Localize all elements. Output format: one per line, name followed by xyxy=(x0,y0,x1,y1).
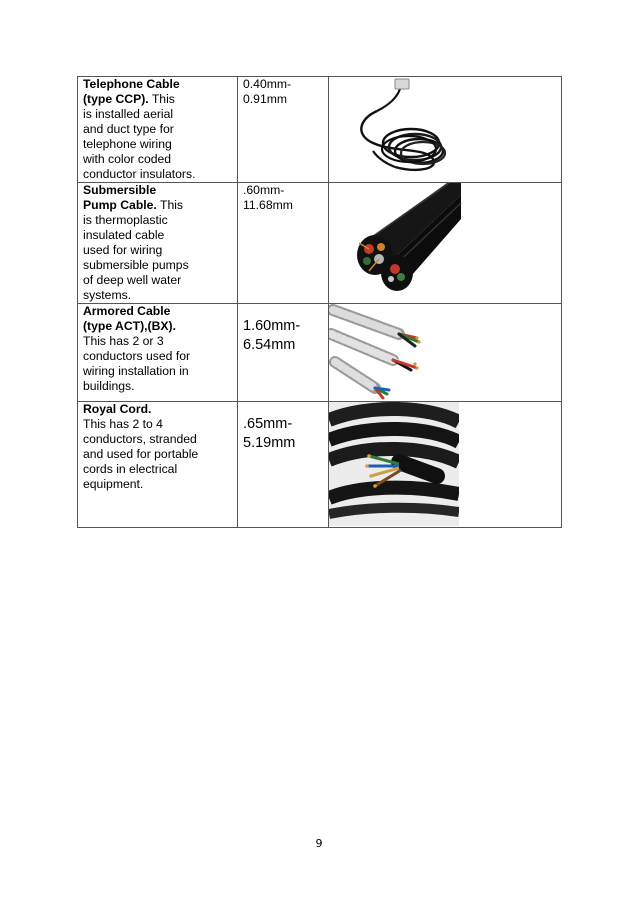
cable-description: This is installed aerial and duct type for telephone wiring with color coded conductor insulators. xyxy=(83,92,196,181)
table-row xyxy=(78,402,562,528)
table-row xyxy=(78,77,562,183)
cable-size: .65mm- 5.19mm xyxy=(243,416,296,451)
cable-description: This has 2 or 3 conductors used for wiring installation in buildings. xyxy=(83,334,191,393)
cable-description-cell xyxy=(78,402,238,528)
page-number: 9 xyxy=(315,837,323,850)
submersible-pump-cable-photo xyxy=(329,183,469,301)
cable-description-cell xyxy=(78,77,238,183)
cable-size: 0.40mm- 0.91mm xyxy=(243,77,292,106)
cable-name: Royal Cord. xyxy=(83,402,152,416)
armored-cable-photo xyxy=(329,304,425,400)
table-row xyxy=(78,183,562,304)
cable-image-cell xyxy=(329,77,562,183)
royal-cord-photo xyxy=(329,402,459,526)
cable-image-cell xyxy=(329,183,562,304)
cable-name: Submersible Pump Cable. xyxy=(83,183,157,212)
cable-description: This has 2 to 4 conductors, stranded and used for portable cords in electrical equipment. xyxy=(83,417,199,491)
cable-image-cell xyxy=(329,402,562,528)
cable-description-cell xyxy=(78,304,238,402)
cable-name: Telephone Cable (type CCP). xyxy=(83,77,180,106)
cable-size-cell xyxy=(238,402,329,528)
cable-image-cell xyxy=(329,304,562,402)
cable-name: Armored Cable (type ACT),(BX). xyxy=(83,304,176,333)
telephone-cable-photo xyxy=(329,77,469,181)
cable-description: This is thermoplastic insulated cable used for wiring submersible pumps of deep well water systems. xyxy=(83,198,189,302)
cable-size-cell xyxy=(238,77,329,183)
cable-size: 1.60mm- 6.54mm xyxy=(243,318,301,353)
table-row xyxy=(78,304,562,402)
cable-size: .60mm- 11.68mm xyxy=(243,183,293,212)
cable-size-cell xyxy=(238,304,329,402)
cable-description-cell xyxy=(78,183,238,304)
cable-specifications-table xyxy=(77,76,562,528)
cable-size-cell xyxy=(238,183,329,304)
